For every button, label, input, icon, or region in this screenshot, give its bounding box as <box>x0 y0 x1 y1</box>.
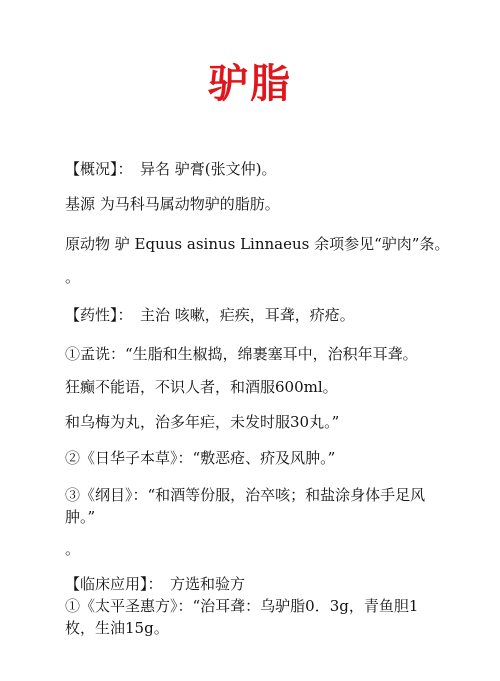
taiping-prescription: ①《太平圣惠方》：“治耳聋：乌驴脂0．3g，青鱼胆1枚，生油15g。 <box>65 597 419 637</box>
dot-separator: 。 <box>65 268 81 286</box>
gangmu-quote: ③《纲目》：“和酒等份服，治卒咳；和盐涂身体手足风肿。” <box>65 486 426 526</box>
clinical-heading: 【临床应用】： 方选和验方 <box>65 575 246 593</box>
page-title: 驴脂 <box>208 60 292 107</box>
animal-line: 原动物 驴 Equus asinus Linnaeus 余项参见“驴肉”条。 <box>65 235 450 253</box>
properties-line: 【药性】： 主治 咳嗽，疟疾，耳聋，疥疮。 <box>65 306 355 324</box>
origin-line: 基源 为马科马属动物驴的脂肪。 <box>65 195 280 213</box>
rihua-quote-line: ②《日华子本草》：“敷恶疮、疥及风肿。” <box>65 449 336 467</box>
dot-separator: 。 <box>65 540 81 558</box>
meng-quote-line-1: ①孟诜：“生脂和生椒捣，绵裹塞耳中，治积年耳聋。 <box>65 345 418 363</box>
meng-quote-line-3: 和乌梅为丸，治多年疟，未发时服30丸。” <box>65 413 340 431</box>
overview-line: 【概况】： 异名 驴膏(张文仲)。 <box>65 160 277 178</box>
meng-quote-line-2: 狂癫不能语，不识人者，和酒服600ml。 <box>65 378 338 396</box>
